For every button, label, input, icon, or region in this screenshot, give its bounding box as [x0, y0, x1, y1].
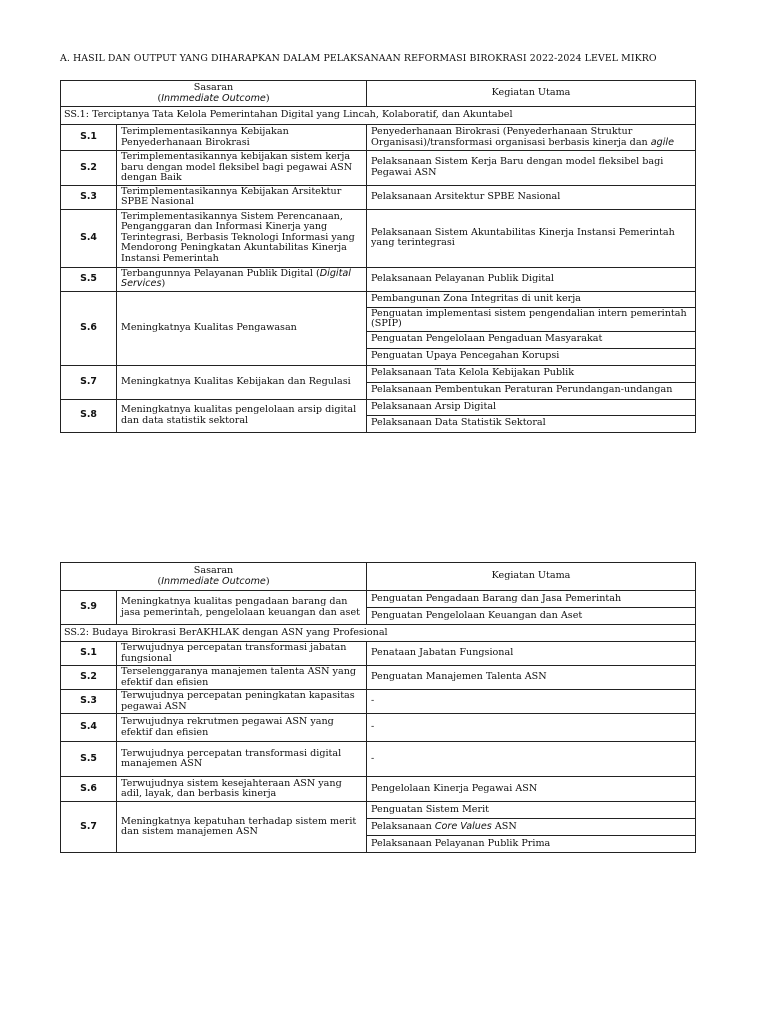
row-code: S.4 — [61, 209, 117, 267]
sasaran-cell: Terselenggaranya manajemen talenta ASN yang efektif dan efisien — [117, 666, 367, 690]
sasaran-cell: Terwujudnya percepatan peningkatan kapasitas pegawai ASN — [117, 690, 367, 714]
sasaran-cell: Terwujudnya sistem kesejahteraan ASN yang adil, layak, dan berbasis kinerja — [117, 777, 367, 802]
sasaran-cell: Terwujudnya rekrutmen pegawai ASN yang efektif dan efisien — [117, 714, 367, 742]
table-row — [61, 185, 696, 209]
kegiatan-cell: Pelaksanaan Tata Kelola Kebijakan Publik — [367, 365, 696, 382]
kegiatan-cell: Penataan Jabatan Fungsional — [367, 642, 696, 666]
table-row — [61, 399, 696, 415]
row-code: S.6 — [61, 777, 117, 802]
sasaran-cell: Meningkatnya kualitas pengelolaan arsip digital dan data statistik sektoral — [117, 399, 367, 432]
sasaran-cell: Terwujudnya percepatan transformasi jabatan fungsional — [117, 642, 367, 666]
table-row — [61, 802, 696, 819]
kegiatan-cell: Penguatan implementasi sistem pengendalian intern pemerintah (SPIP) — [367, 307, 696, 331]
section-row-ss2 — [61, 625, 696, 642]
kegiatan-cell: Pelaksanaan Core Values ASN — [367, 819, 696, 836]
sasaran-cell: Terwujudnya percepatan transformasi digital manajemen ASN — [117, 742, 367, 777]
header-kegiatan-utama: Kegiatan Utama — [367, 563, 696, 591]
table-row — [61, 291, 696, 307]
kegiatan-cell: Pelaksanaan Pelayanan Publik Prima — [367, 836, 696, 853]
kegiatan-cell: Pelaksanaan Arsip Digital — [367, 399, 696, 415]
kegiatan-cell: Pelaksanaan Arsitektur SPBE Nasional — [367, 185, 696, 209]
table-row — [61, 714, 696, 742]
kegiatan-cell: Penguatan Upaya Pencegahan Korupsi — [367, 348, 696, 365]
kegiatan-cell: - — [367, 714, 696, 742]
row-code: S.2 — [61, 666, 117, 690]
kegiatan-cell: Penguatan Pengelolaan Keuangan dan Aset — [367, 608, 696, 625]
table-row — [61, 267, 696, 291]
sasaran-cell: Meningkatnya kepatuhan terhadap sistem merit dan sistem manajemen ASN — [117, 802, 367, 853]
kegiatan-cell: Penguatan Pengelolaan Pengaduan Masyarakat — [367, 331, 696, 348]
sasaran-cell: Meningkatnya Kualitas Kebijakan dan Regulasi — [117, 365, 367, 399]
header-sasaran: Sasaran (Inmmediate Outcome) — [61, 563, 367, 591]
kegiatan-cell: Pelaksanaan Data Statistik Sektoral — [367, 415, 696, 432]
table-row — [61, 642, 696, 666]
sasaran-cell: Terbangunnya Pelayanan Publik Digital (Digital Services) — [117, 267, 367, 291]
row-code: S.1 — [61, 125, 117, 151]
row-code: S.6 — [61, 291, 117, 365]
kegiatan-cell: Pelaksanaan Pembentukan Peraturan Perundangan-undangan — [367, 382, 696, 399]
row-code: S.9 — [61, 591, 117, 625]
outcome-table-2 — [60, 562, 696, 853]
sasaran-cell: Terimplementasikannya Kebijakan Arsitektur SPBE Nasional — [117, 185, 367, 209]
table-header-row — [61, 81, 696, 107]
header-kegiatan-utama: Kegiatan Utama — [367, 81, 696, 107]
table-row — [61, 777, 696, 802]
kegiatan-cell: Penyederhanaan Birokrasi (Penyederhanaan Struktur Organisasi)/transformasi organisasi berbasis kinerja dan agile — [367, 125, 696, 151]
section-row-ss1 — [61, 107, 696, 125]
row-code: S.5 — [61, 267, 117, 291]
kegiatan-cell: Penguatan Manajemen Talenta ASN — [367, 666, 696, 690]
row-code: S.4 — [61, 714, 117, 742]
row-code: S.7 — [61, 802, 117, 853]
table-row — [61, 209, 696, 267]
row-code: S.3 — [61, 690, 117, 714]
table-row — [61, 666, 696, 690]
row-code: S.3 — [61, 185, 117, 209]
sasaran-cell: Terimplementasikannya Sistem Perencanaan, Penganggaran dan Informasi Kinerja yang Terintegrasi, Berbasis Teknologi Informasi yang Mendorong Peningkatan Akuntabilitas Kinerja Instansi Pemerintah — [117, 209, 367, 267]
header-sasaran: Sasaran (Inmmediate Outcome) — [61, 81, 367, 107]
table-row — [61, 365, 696, 382]
row-code: S.1 — [61, 642, 117, 666]
document-heading: A. HASIL DAN OUTPUT YANG DIHARAPKAN DALAM PELAKSANAAN REFORMASI BIROKRASI 2022-2024 LEVEL MIKRO — [60, 53, 657, 64]
kegiatan-cell: Penguatan Sistem Merit — [367, 802, 696, 819]
row-code: S.5 — [61, 742, 117, 777]
kegiatan-cell: Pengelolaan Kinerja Pegawai ASN — [367, 777, 696, 802]
kegiatan-cell: Pelaksanaan Sistem Akuntabilitas Kinerja Instansi Pemerintah yang terintegrasi — [367, 209, 696, 267]
sasaran-cell: Terimplementasikannya Kebijakan Penyederhanaan Birokrasi — [117, 125, 367, 151]
sasaran-cell: Meningkatnya Kualitas Pengawasan — [117, 291, 367, 365]
kegiatan-cell: Penguatan Pengadaan Barang dan Jasa Pemerintah — [367, 591, 696, 608]
table-row — [61, 125, 696, 151]
table-row — [61, 742, 696, 777]
row-code: S.7 — [61, 365, 117, 399]
section-title: SS.1: Terciptanya Tata Kelola Pemerintahan Digital yang Lincah, Kolaboratif, dan Akuntabel — [61, 107, 696, 125]
outcome-table-1 — [60, 80, 696, 433]
table-row — [61, 690, 696, 714]
kegiatan-cell: - — [367, 742, 696, 777]
table-row — [61, 151, 696, 186]
kegiatan-cell: Pembangunan Zona Integritas di unit kerja — [367, 291, 696, 307]
row-code: S.8 — [61, 399, 117, 432]
table-row — [61, 591, 696, 608]
section-title: SS.2: Budaya Birokrasi BerAKHLAK dengan ASN yang Profesional — [61, 625, 696, 642]
sasaran-cell: Meningkatnya kualitas pengadaan barang dan jasa pemerintah, pengelolaan keuangan dan aset — [117, 591, 367, 625]
table-header-row — [61, 563, 696, 591]
kegiatan-cell: Pelaksanaan Sistem Kerja Baru dengan model fleksibel bagi Pegawai ASN — [367, 151, 696, 186]
kegiatan-cell: - — [367, 690, 696, 714]
kegiatan-cell: Pelaksanaan Pelayanan Publik Digital — [367, 267, 696, 291]
row-code: S.2 — [61, 151, 117, 186]
sasaran-cell: Terimplementasikannya kebijakan sistem kerja baru dengan model fleksibel bagi pegawai ASN dengan Baik — [117, 151, 367, 186]
